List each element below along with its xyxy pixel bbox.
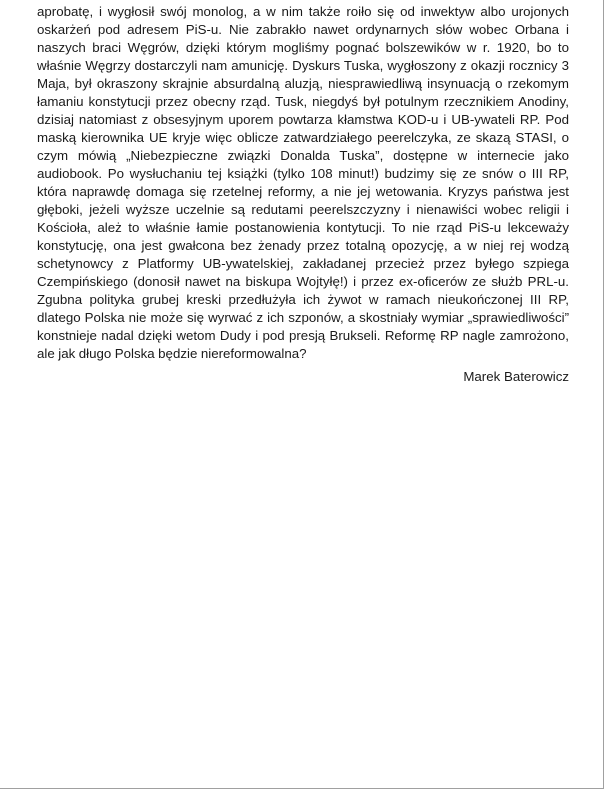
article-content — [37, 3, 569, 386]
article-body-text: aprobatę, i wygłosił swój monolog, a w nim także roiło się od inwektyw albo urojonych oskarżeń pod adresem PiS-u. Nie zabrakło nawet ordynarnych słów wobec Orbana i naszych braci Węgrów, dzięki którym mogliśmy pognać bolszewików w r. 1920, bo to właśnie Węgrzy dostarczyli nam amunicję. Dyskurs Tuska, wygłoszony z okazji rocznicy 3 Maja, był okraszony skrajnie absurdalną aluzją, niesprawiedliwą insynuacją o rzekomym łamaniu konstytucji przez obecny rząd. Tusk, niegdyś był potulnym rzecznikiem Anodiny, dzisiaj natomiast z obsesyjnym uporem powtarza kłamstwa KOD-u i UB-ywateli RP. Pod maską kierownika UE kryje więc oblicze zatwardziałego peerelczyka, ze skazą STASI, o czym mówią „Niebezpieczne związki Donalda Tuska”, dostępne w internecie jako audiobook. Po wysłuchaniu tej książki (tylko 108 minut!) budzimy się ze snów o III RP, która naprawdę domaga się rzetelnej reformy, a nie jej wetowania. Kryzys państwa jest głęboki, jeżeli wyższe uczelnie są redutami peerelszczyzny i nienawiści wobec religii i Kościoła, ależ to właśnie łamie postanowienia kontytucji. To nie rząd PiS-u lekceważy konstytucję, ona jest gwałcona bez żenady przez totalną opozycję, a w niej rej wodzą schetynowcy z Platformy UB-ywatelskiej, zakładanej przecież przez byłego szpiega Czempińskiego (donosił nawet na biskupa Wojtyłę!) i przez ex-oficerów ze służb PRL-u. Zgubna polityka grubej kreski przedłużyła ich żywot w ramach nieukończonej III RP, dlatego Polska nie może się wyrwać z ich szponów, a skostniały wymiar „sprawiedliwości” konstnieje nadal dzięki wetom Dudy i pod presją Brukseli. Reformę RP nagle zamrożono, ale jak długo Polska będzie niereformowalna? — [37, 4, 569, 361]
author-signature: Marek Baterowicz — [463, 369, 569, 384]
